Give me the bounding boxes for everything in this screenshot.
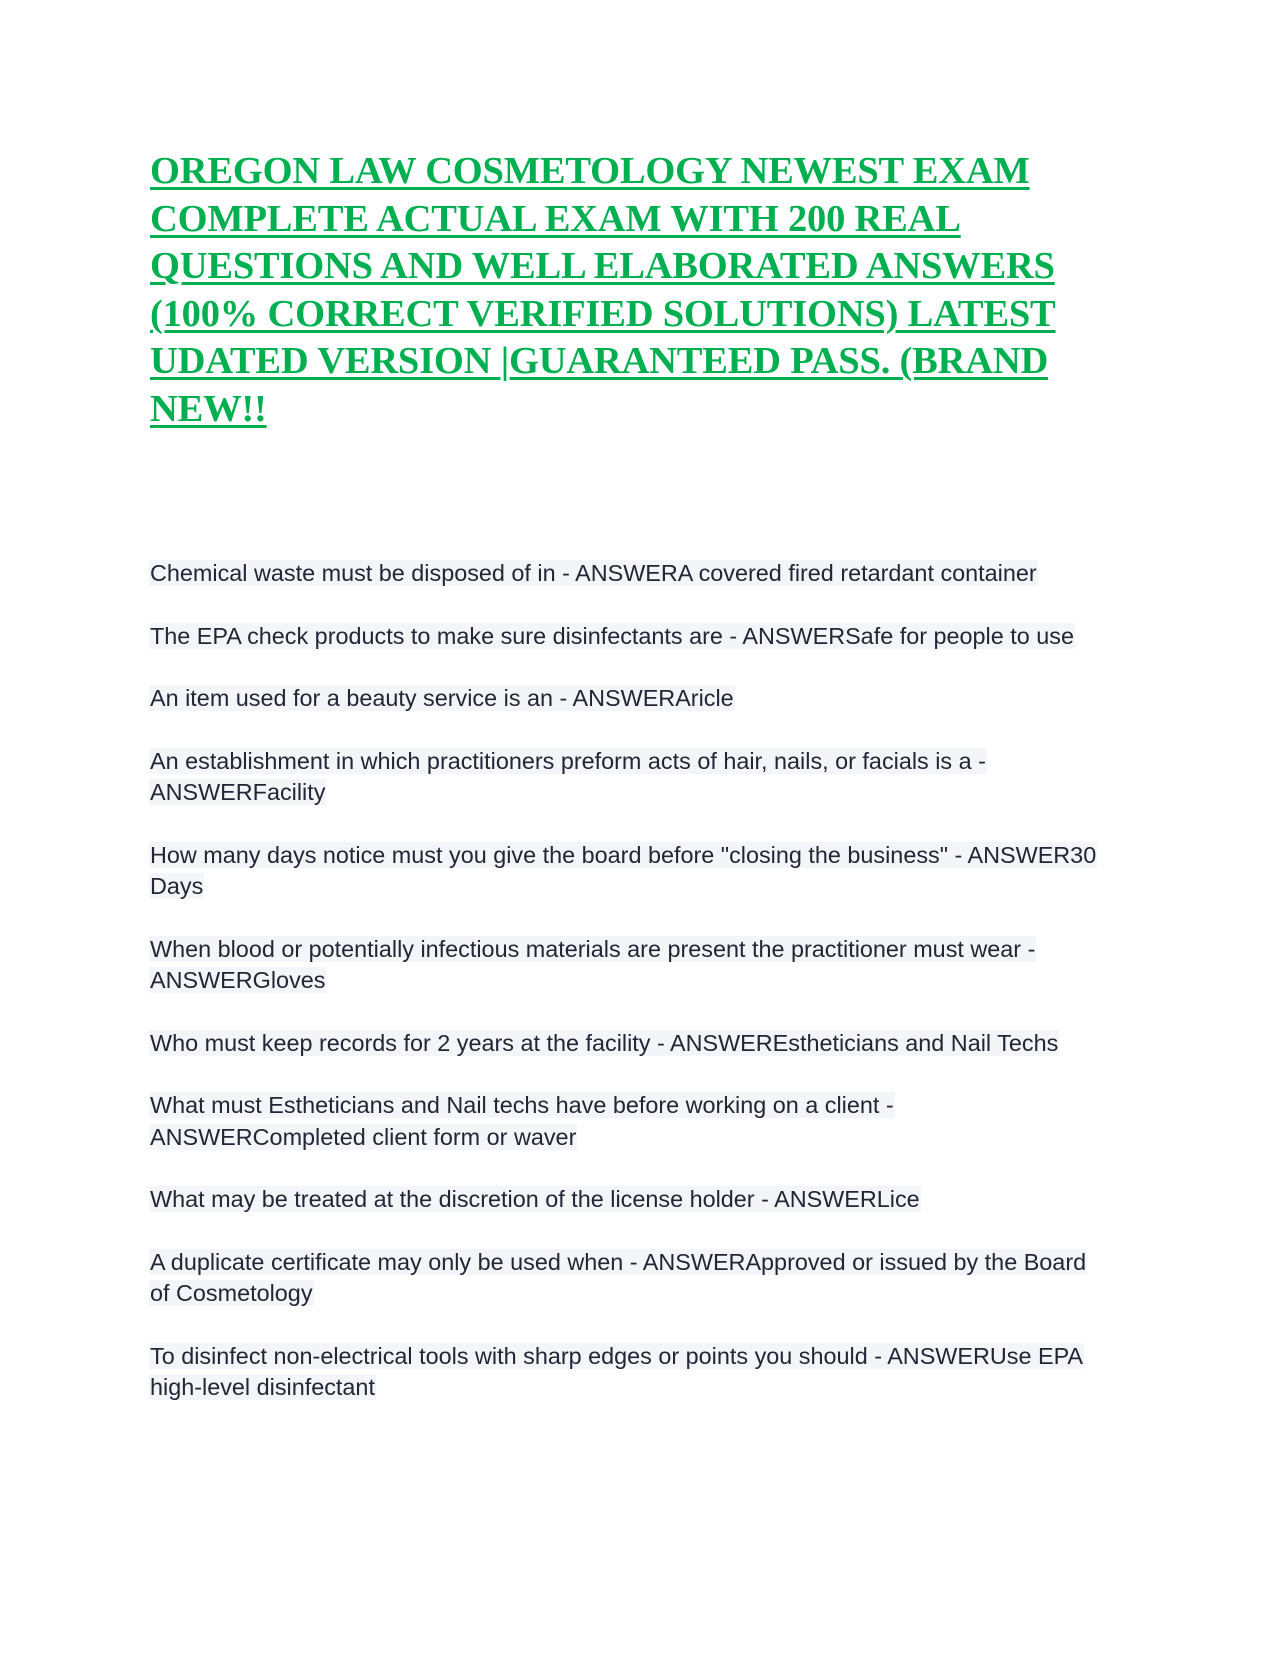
- qa-text: What may be treated at the discretion of the license holder - ANSWERLice: [150, 1186, 920, 1212]
- list-item: [149, 558, 1109, 590]
- qa-list: [149, 558, 1109, 1435]
- list-item: [149, 683, 1109, 715]
- list-item: [149, 621, 1109, 653]
- list-item: [149, 1090, 1109, 1153]
- qa-text: A duplicate certificate may only be used when - ANSWERApproved or issued by the Board of Cosmetology: [150, 1248, 1087, 1306]
- qa-text: How many days notice must you give the board before "closing the business" - ANSWER30 Days: [150, 841, 1097, 899]
- list-item: [149, 934, 1109, 997]
- qa-text: What must Estheticians and Nail techs have before working on a client - ANSWERCompleted client form or waver: [150, 1092, 894, 1150]
- list-item: [149, 746, 1109, 809]
- list-item: [149, 1341, 1109, 1404]
- qa-text: When blood or potentially infectious materials are present the practitioner must wear - ANSWERGloves: [150, 935, 1036, 993]
- qa-text: To disinfect non-electrical tools with sharp edges or points you should - ANSWERUse EPA high-level disinfectant: [150, 1342, 1084, 1400]
- qa-text: The EPA check products to make sure disinfectants are - ANSWERSafe for people to use: [150, 622, 1074, 649]
- qa-text: Chemical waste must be disposed of in - ANSWERA covered fired retardant container: [150, 560, 1037, 586]
- document-title: OREGON LAW COSMETOLOGY NEWEST EXAM COMPLETE ACTUAL EXAM WITH 200 REAL QUESTIONS AND WELL ELABORATED ANSWERS (100% CORRECT VERIFIED SOLUTIONS) LATEST UDATED VERSION |GUARANTEED PASS. (BRAND NEW!!: [150, 150, 1056, 430]
- list-item: [149, 1184, 1109, 1216]
- list-item: [149, 1247, 1109, 1310]
- list-item: [149, 840, 1109, 903]
- qa-text: Who must keep records for 2 years at the facility - ANSWEREstheticians and Nail Techs: [150, 1029, 1059, 1056]
- qa-text: An establishment in which practitioners preform acts of hair, nails, or facials is a - ANSWERFacility: [150, 747, 986, 805]
- qa-text: An item used for a beauty service is an - ANSWERAricle: [150, 685, 734, 711]
- list-item: [149, 1028, 1109, 1060]
